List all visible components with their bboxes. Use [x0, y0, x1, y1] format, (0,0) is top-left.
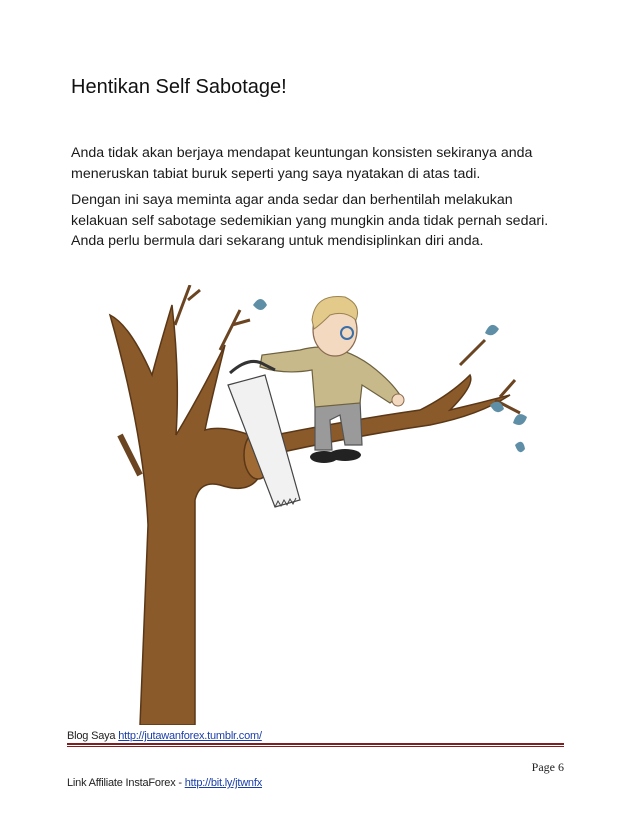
footer-divider — [67, 743, 564, 745]
footer-affiliate-label: Link Affiliate InstaForex - — [67, 777, 182, 789]
page-title: Hentikan Self Sabotage! — [71, 76, 287, 98]
affiliate-link[interactable]: http://bit.ly/jtwnfx — [184, 777, 263, 789]
blog-link[interactable]: http://jutawanforex.tumblr.com/ — [118, 730, 262, 742]
footer-blog-line — [67, 730, 262, 742]
man-sawing-branch-illustration — [100, 285, 540, 725]
page-number: Page 6 — [531, 760, 564, 774]
footer-divider-thin — [67, 746, 564, 747]
paragraph-1: Anda tidak akan berjaya mendapat keuntungan konsisten sekiranya anda meneruskan tabiat buruk seperti yang saya nyatakan di atas tadi. — [71, 145, 533, 182]
paragraph-2: Dengan ini saya meminta agar anda sedar dan berhentilah melakukan kelakuan self sabotage sedemikian yang mungkin anda tidak pernah sedari. Anda perlu bermula dari sekarang untuk mendisiplinkan diri anda. — [71, 192, 549, 249]
footer-blog-label: Blog Saya — [67, 730, 116, 742]
footer-affiliate-line — [67, 777, 262, 789]
